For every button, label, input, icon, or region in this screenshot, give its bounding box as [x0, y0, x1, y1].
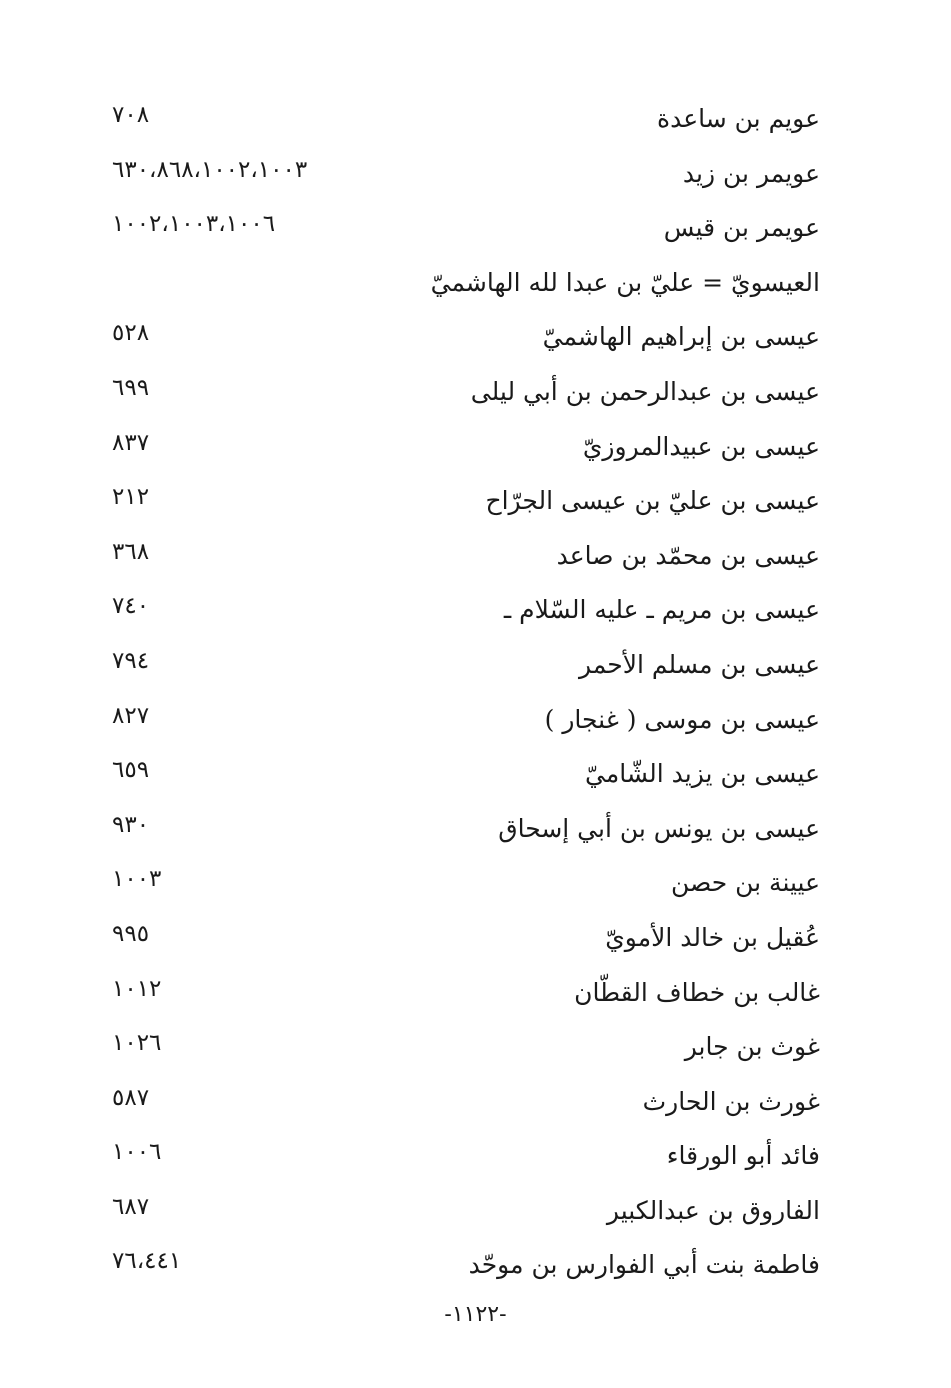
index-entry — [100, 747, 830, 802]
entry-name: عيسى بن مسلم الأحمر — [579, 649, 820, 679]
entry-name: عيسى بن عبيدالمروزيّ — [582, 431, 820, 461]
index-entries — [100, 92, 830, 1293]
entry-name: عيسى بن محمّد بن صاعد — [556, 540, 820, 570]
entry-name: العيسويّ = عليّ بن عبدا لله الهاشميّ — [430, 267, 820, 297]
index-entry — [100, 911, 830, 966]
entry-pages: ١٠١٢ — [112, 975, 162, 1002]
index-entry — [100, 583, 830, 638]
index-entry — [100, 310, 830, 365]
index-entry — [100, 365, 830, 420]
entry-name: غالب بن خطاف القطّان — [574, 977, 820, 1007]
index-entry — [100, 966, 830, 1021]
entry-pages: ٩٩٥ — [112, 920, 150, 947]
entry-pages: ٩٣٠ — [112, 811, 150, 838]
index-entry — [100, 1075, 830, 1130]
index-entry — [100, 147, 830, 202]
index-entry — [100, 638, 830, 693]
entry-pages: ٨٣٧ — [112, 429, 150, 456]
entry-name: فائد أبو الورقاء — [666, 1141, 820, 1171]
entry-pages: ٢١٢ — [112, 484, 150, 511]
entry-name: عيسى بن مريم ـ عليه السّلام ـ — [503, 595, 820, 625]
index-entry — [100, 529, 830, 584]
entry-name: عيسى بن إبراهيم الهاشميّ — [542, 322, 820, 352]
entry-name: عويمر بن زيد — [682, 158, 820, 188]
page-number: -١١٢٢- — [444, 1302, 507, 1327]
entry-pages: ٦٥٩ — [112, 757, 150, 784]
index-entry — [100, 856, 830, 911]
entry-pages: ٥٢٨ — [112, 320, 150, 347]
index-entry — [100, 802, 830, 857]
entry-pages: ٨٢٧ — [112, 702, 150, 729]
entry-name: عويمر بن قيس — [663, 213, 820, 243]
index-entry — [100, 1129, 830, 1184]
entry-pages: ٧٠٨ — [112, 102, 150, 128]
entry-pages: ٦٩٩ — [112, 374, 150, 401]
entry-pages: ٦٣٠،٨٦٨،١٠٠٢،١٠٠٣ — [112, 156, 308, 183]
entry-name: عيسى بن يزيد الشّاميّ — [585, 759, 820, 789]
index-entry — [100, 92, 830, 147]
entry-name: عويم بن ساعدة — [656, 104, 820, 133]
entry-pages: ٣٦٨ — [112, 538, 150, 565]
index-entry — [100, 1184, 830, 1239]
index-entry — [100, 1238, 830, 1293]
entry-pages: ٥٨٧ — [112, 1084, 150, 1111]
entry-pages: ١٠٢٦ — [112, 1030, 162, 1057]
entry-name: عُقيل بن خالد الأمويّ — [605, 922, 820, 952]
entry-pages: ٧٩٤ — [112, 647, 150, 674]
entry-name: غوث بن جابر — [684, 1032, 820, 1062]
entry-name: غورث بن الحارث — [642, 1086, 820, 1116]
entry-name: الفاروق بن عبدالكبير — [606, 1195, 820, 1225]
entry-name: عيسى بن موسى ( غنجار ) — [544, 704, 820, 734]
index-entry — [100, 201, 830, 256]
entry-pages: ١٠٠٣ — [112, 866, 162, 893]
entry-name: عيسى بن عليّ بن عيسى الجرّاح — [485, 486, 820, 516]
index-entry — [100, 693, 830, 748]
entry-name: عيسى بن يونس بن أبي إسحاق — [498, 813, 820, 843]
entry-name: عيينة بن حصن — [671, 868, 820, 898]
entry-pages: ٧٤٠ — [112, 593, 150, 620]
index-entry — [100, 420, 830, 475]
entry-pages: ٦٨٧ — [112, 1193, 150, 1220]
entry-pages: ١٠٠٦ — [112, 1139, 162, 1166]
index-entry — [100, 1020, 830, 1075]
entry-name: فاطمة بنت أبي الفوارس بن موحّد — [468, 1250, 820, 1280]
entry-pages: ١٠٠٢،١٠٠٣،١٠٠٦ — [112, 211, 276, 238]
index-entry — [100, 256, 830, 311]
entry-name: عيسى بن عبدالرحمن بن أبي ليلى — [470, 376, 820, 406]
index-entry — [100, 474, 830, 529]
entry-pages: ٧٦،٤٤١ — [112, 1248, 182, 1275]
